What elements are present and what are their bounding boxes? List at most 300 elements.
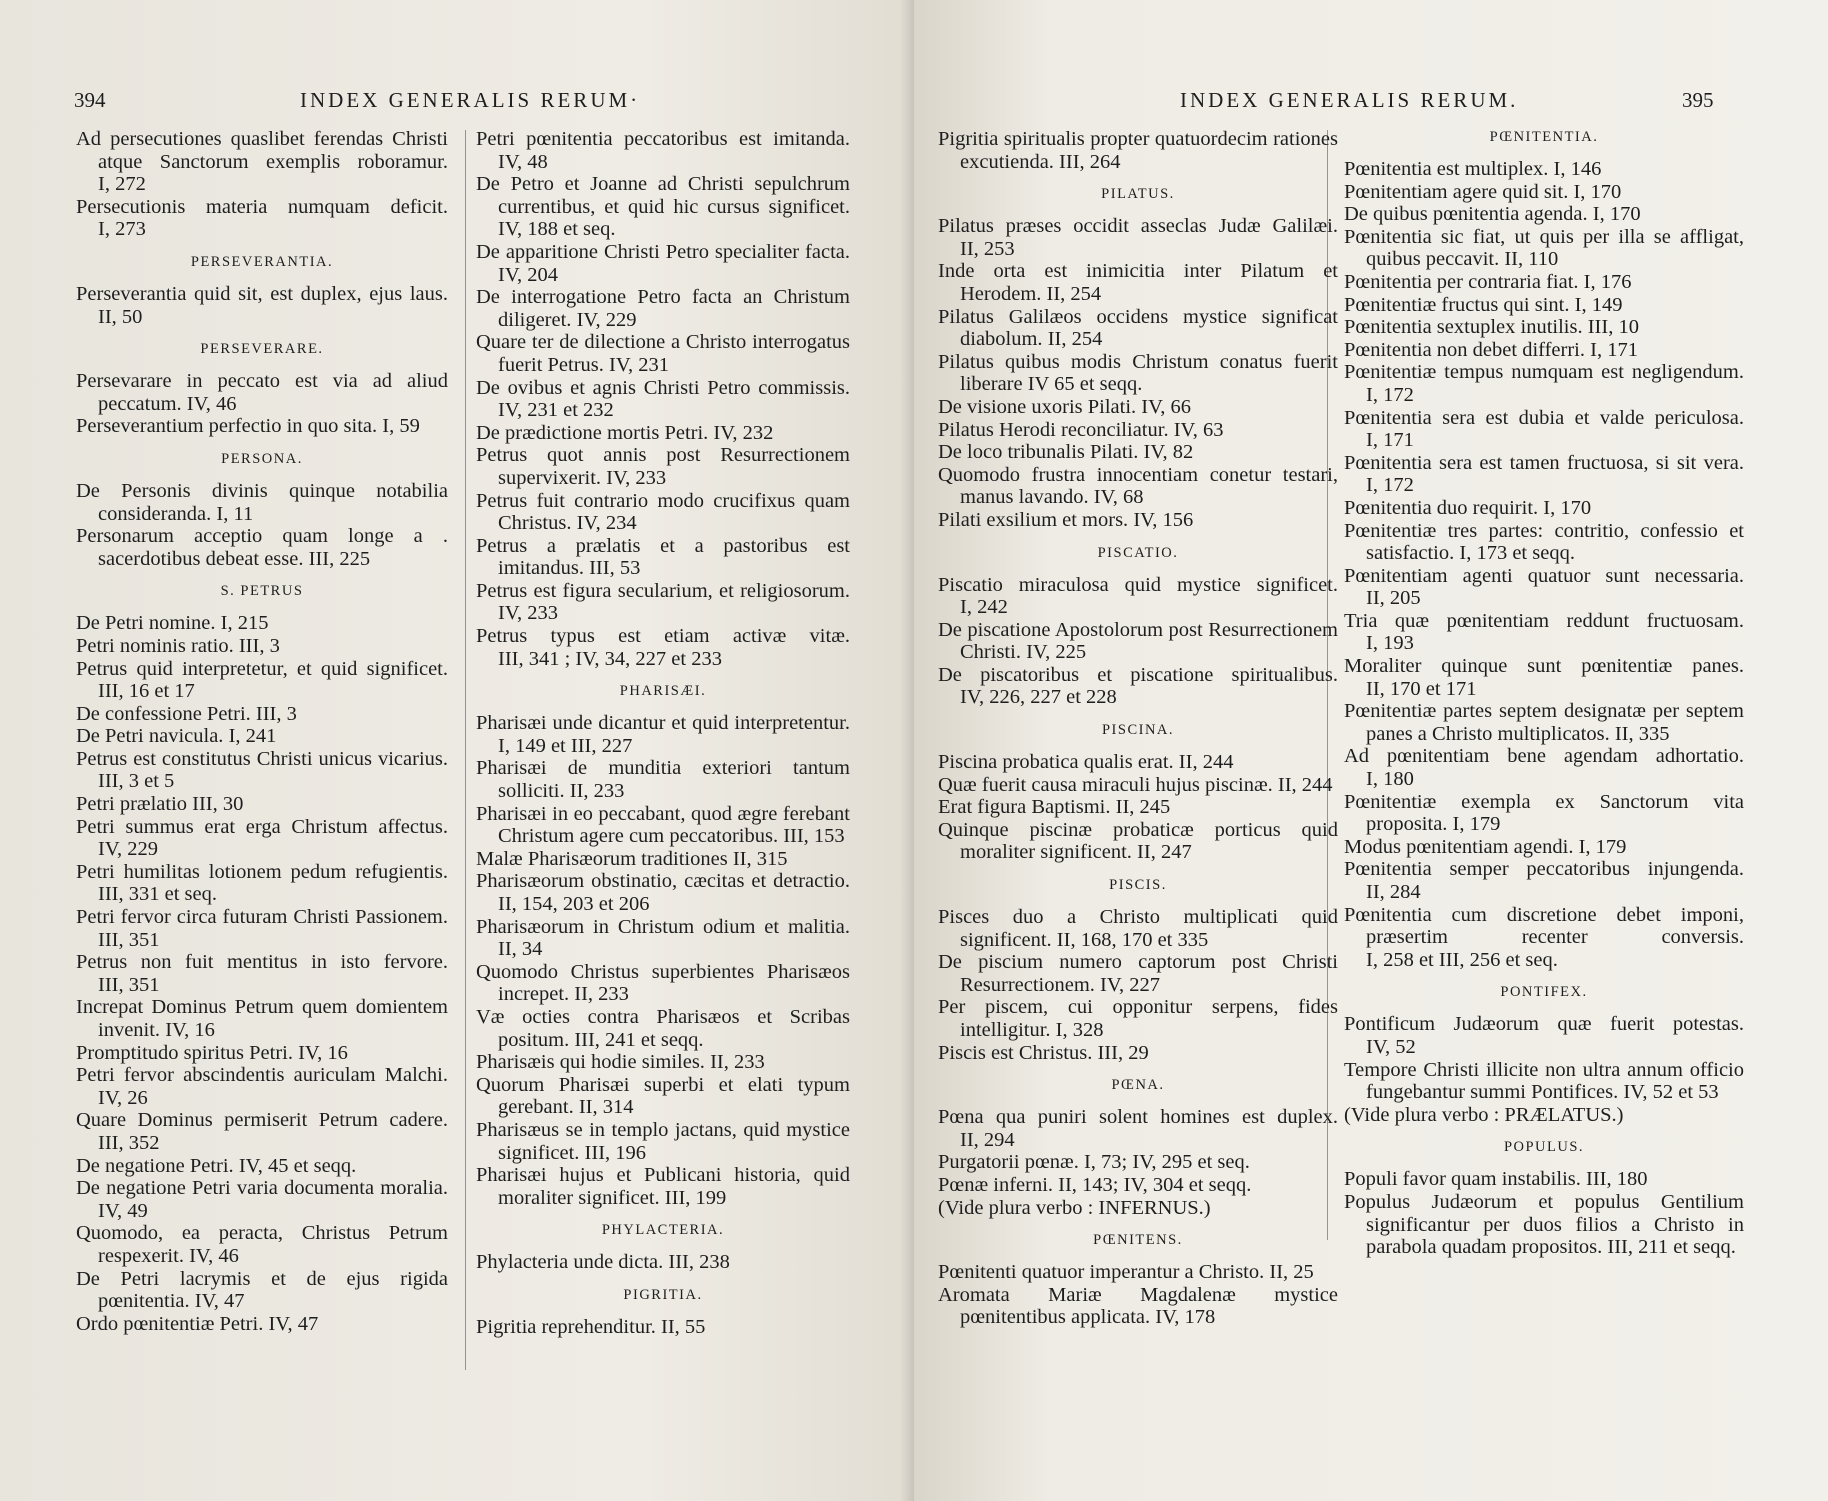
entry-text: Pœnitentia semper peccatoribus injungenda. — [1344, 858, 1744, 881]
index-heading: PIGRITIA. — [623, 1286, 703, 1303]
index-entry — [938, 619, 1338, 664]
entry-reference: I, 176 — [1583, 270, 1632, 293]
entry-reference: II, 254 — [1046, 282, 1102, 305]
entry-reference: III, 3 et 5 — [98, 770, 175, 793]
entry-text: De Petri navicula. — [76, 725, 224, 748]
entry-text: (Vide plura verbo : INFERNUS.) — [938, 1196, 1211, 1219]
entry-reference: I, 258 et III, 256 et seq. — [1366, 948, 1558, 971]
entry-reference: I, 11 — [216, 502, 254, 525]
index-entry — [76, 1313, 448, 1336]
entry-text: Pilati exsilium et mors. — [938, 508, 1129, 531]
index-heading: PERSONA. — [221, 450, 303, 467]
entry-reference: IV, 229 — [98, 838, 158, 861]
entry-text: Pilatus præses occidit asseclas Judæ Galilæi. — [938, 215, 1338, 238]
entry-reference: II, 205 — [1366, 587, 1421, 610]
entry-reference: III, 180 — [1586, 1168, 1648, 1191]
entry-text: Pœnitentia est multiplex. — [1344, 158, 1549, 180]
entry-text: Promptitudo spiritus Petri. — [76, 1041, 293, 1064]
entry-reference: IV, 231 — [609, 353, 670, 376]
entry-reference: I, 241 — [228, 725, 277, 748]
index-entry — [76, 1155, 448, 1178]
index-heading: PONTIFEX. — [1500, 984, 1588, 1001]
index-entry — [76, 480, 448, 525]
entry-text: De apparitione Christi Petro specialiter facta. — [476, 240, 850, 263]
entry-text: Quomodo, ea peracta, Christus Petrum respexerit. — [76, 1222, 448, 1267]
index-entry — [938, 306, 1338, 351]
entry-text: Pharisæorum in Christum odium et malitia. — [476, 915, 850, 938]
index-entry — [1344, 294, 1744, 317]
index-entry — [476, 1119, 850, 1164]
entry-reference: I, 170 — [1543, 496, 1592, 519]
index-heading: PŒNITENS. — [1093, 1232, 1183, 1249]
entry-text: Petrus quid interpretetur, et quid significet. — [76, 657, 448, 680]
entry-text: De Personis divinis quinque notabilia consideranda. — [76, 479, 448, 525]
entry-reference: IV 65 et seqq. — [1027, 373, 1143, 396]
entry-text: Pigritia reprehenditur. — [476, 1315, 656, 1338]
entry-reference: I, 146 — [1553, 158, 1602, 180]
entry-text: Pilatus quibus modis Christum conatus fuerit liberare — [938, 350, 1338, 396]
index-entry — [1344, 520, 1744, 565]
entry-text: De loco tribunalis Pilati. — [938, 441, 1139, 464]
entry-text: Pœnitentia sic fiat, ut quis per illa se affligat, quibus peccavit. — [1344, 225, 1744, 271]
index-entry — [76, 725, 448, 748]
entry-text: Aromata Mariæ Magdalenæ mystice pœnitentibus applicata. — [938, 1283, 1338, 1329]
entry-reference: II, 294 — [960, 1128, 1015, 1151]
index-entry — [1344, 700, 1744, 745]
column-divider — [465, 130, 466, 1370]
entry-reference: IV, 68 — [1093, 486, 1144, 509]
entry-text: Pharisæorum obstinatio, cæcitas et detractio. — [476, 870, 850, 893]
entry-reference: I, 173 et seqq. — [1459, 542, 1575, 565]
index-entry — [76, 1064, 448, 1109]
index-entry — [938, 464, 1338, 509]
index-entry — [476, 1316, 850, 1339]
index-entry — [1344, 203, 1744, 226]
entry-reference: I, 73; IV, 295 et seq. — [1083, 1151, 1250, 1174]
entry-reference: I, 179 — [1452, 813, 1501, 836]
entry-text: Modus pœnitentiam agendi. — [1344, 835, 1574, 858]
index-entry — [76, 196, 448, 241]
entry-text: Petri fervor abscindentis auriculam Malchi. — [76, 1064, 448, 1087]
index-entry — [1344, 181, 1744, 204]
index-entry — [1344, 1104, 1744, 1127]
entry-text: Petrus typus est etiam activæ vitæ. — [476, 625, 850, 648]
entry-text: Pœnitenti quatuor imperantur a Christo. — [938, 1261, 1265, 1284]
entry-reference: II, 254 — [1047, 328, 1103, 351]
index-entry — [76, 525, 448, 570]
entry-reference: III, 196 — [584, 1141, 647, 1164]
entry-reference: I, 242 — [960, 596, 1008, 619]
entry-reference: I, 59 — [382, 415, 420, 438]
entry-reference: I, 172 — [1366, 474, 1414, 497]
index-entry — [476, 757, 850, 802]
entry-reference: II, 315 — [732, 847, 788, 870]
entry-reference: I, 193 — [1366, 632, 1414, 655]
entry-text: Pœnitentia cum discretione debet imponi, præsertim recenter conversis. — [1344, 903, 1744, 949]
entry-text: Væ octies contra Pharisæos et Scribas positum. — [476, 1005, 850, 1051]
entry-reference: III, 29 — [1097, 1041, 1149, 1064]
index-entry — [1344, 1191, 1744, 1259]
entry-text: Malæ Pharisæorum traditiones — [476, 847, 728, 870]
entry-reference: III, 238 — [668, 1251, 730, 1274]
entry-text: Pœnitentiæ exempla ex Sanctorum vita proposita. — [1344, 790, 1744, 836]
index-heading: PHARISÆI. — [619, 683, 707, 700]
index-entry — [938, 419, 1338, 442]
index-entry — [938, 996, 1338, 1041]
index-entry — [938, 260, 1338, 305]
index-entry — [476, 1164, 850, 1209]
entry-reference: IV, 234 — [576, 512, 637, 535]
entry-text: Ad pœnitentiam bene agendam adhortatio. — [1344, 745, 1744, 768]
index-entry — [476, 128, 850, 173]
index-entry — [476, 1006, 850, 1051]
index-entry — [1344, 339, 1744, 362]
entry-text: De visione uxoris Pilati. — [938, 395, 1137, 418]
entry-text: Pontificum Judæorum quæ fuerit potestas. — [1344, 1013, 1744, 1036]
page-number: 395 — [1682, 88, 1714, 112]
entry-reference: III, 53 — [589, 557, 641, 580]
entry-text: Moraliter quinque sunt pœnitentiæ panes. — [1344, 655, 1744, 678]
index-heading: PISCIS. — [1109, 877, 1167, 894]
entry-text: Persecutionis materia numquam deficit. — [76, 195, 448, 218]
entry-reference: IV, 16 — [298, 1041, 348, 1064]
entry-reference: III, 10 — [1587, 316, 1639, 339]
index-entry — [938, 128, 1338, 173]
index-entry — [1344, 226, 1744, 271]
index-entry — [1344, 271, 1744, 294]
entry-reference: II, 170 et 171 — [1366, 677, 1477, 700]
entry-reference: IV, 204 — [498, 263, 558, 286]
entry-reference: II, 154, 203 et 206 — [498, 893, 650, 915]
entry-reference: IV, 47 — [268, 1312, 319, 1335]
entry-reference: II, 233 — [710, 1051, 765, 1074]
entry-text: Erat figura Baptismi. — [938, 796, 1111, 819]
entry-reference: IV, 229 — [576, 308, 637, 331]
index-entry — [476, 1051, 850, 1074]
entry-reference: IV, 233 — [606, 466, 667, 489]
index-entry — [1344, 858, 1744, 903]
index-entry — [938, 819, 1338, 864]
index-entry — [476, 625, 850, 670]
index-entry — [938, 1151, 1338, 1174]
entry-text: Pharisæis qui hodie similes. — [476, 1051, 705, 1074]
index-heading: PERSEVERANTIA. — [190, 253, 334, 270]
entry-text: Pœnitentiam agere quid sit. — [1344, 180, 1569, 203]
entry-text: Purgatorii pœnæ. — [938, 1151, 1079, 1174]
entry-text: Pilatus Galilæos occidens mystice significat diabolum. — [938, 305, 1338, 351]
entry-reference: IV, 16 — [165, 1019, 215, 1041]
index-entry — [76, 996, 448, 1041]
entry-reference: III, 264 — [1059, 150, 1121, 173]
index-entry — [1344, 158, 1744, 181]
index-entry — [938, 396, 1338, 419]
entry-text: De Petro et Joanne ad Christi sepulchrum currentibus, et quid hic cursus significet. — [476, 173, 850, 218]
index-entry — [938, 509, 1338, 532]
index-entry — [76, 793, 448, 816]
index-entry — [76, 1109, 448, 1154]
index-entry — [76, 906, 448, 951]
index-entry — [476, 444, 850, 489]
index-entry — [938, 351, 1338, 396]
index-entry — [476, 803, 850, 848]
index-entry — [476, 331, 850, 376]
index-heading: S. PETRUS — [220, 583, 304, 600]
entry-reference: II, 284 — [1366, 881, 1421, 903]
entry-text: Tempore Christi illicite non ultra annum officio fungebantur summi Pontifices. — [1344, 1058, 1744, 1104]
index-entry — [1344, 565, 1744, 610]
index-column-2 — [476, 128, 850, 1339]
index-heading: PILATUS. — [1101, 186, 1175, 203]
entry-text: Petri prælatio — [76, 793, 188, 816]
entry-text: De Petri nomine. — [76, 612, 216, 635]
index-entry — [938, 574, 1338, 619]
entry-text: De negatione Petri varia documenta moralia. — [76, 1177, 448, 1200]
entry-text: Quare ter de dilectione a Christo interrogatus fuerit Petrus. — [476, 331, 850, 376]
index-entry — [476, 535, 850, 580]
entry-reference: III, 30 — [192, 793, 244, 816]
entry-text: Piscina probatica qualis erat. — [938, 751, 1174, 774]
index-entry — [938, 1261, 1338, 1284]
entry-reference: III, 352 — [98, 1131, 160, 1154]
index-entry — [938, 1042, 1338, 1065]
entry-text: Perseverantium perfectio in quo sita. — [76, 415, 378, 438]
index-entry — [76, 748, 448, 793]
entry-text: Ordo pœnitentiæ Petri. — [76, 1312, 264, 1335]
entry-reference: II, 314 — [578, 1096, 634, 1119]
index-entry — [938, 906, 1338, 951]
entry-reference: II, 143; IV, 304 et seqq. — [1058, 1173, 1252, 1196]
index-entry — [476, 1251, 850, 1274]
entry-text: Piscis est Christus. — [938, 1041, 1093, 1064]
index-column-1 — [938, 128, 1338, 1329]
entry-text: Petrus fuit contrario modo crucifixus quam Christus. — [476, 489, 850, 535]
index-column-1 — [76, 128, 448, 1335]
page-number: 394 — [74, 88, 106, 112]
entry-text: Petri fervor circa futuram Christi Passionem. — [76, 906, 448, 929]
index-entry — [1344, 610, 1744, 655]
index-heading: PŒNA. — [1111, 1077, 1165, 1094]
index-entry — [1344, 407, 1744, 452]
entry-text: De ovibus et agnis Christi Petro commissis. — [476, 376, 850, 399]
index-entry — [76, 128, 448, 196]
entry-text: Quomodo Christus superbientes Pharisæos increpet. — [476, 960, 850, 1006]
index-entry — [938, 1106, 1338, 1151]
entry-reference: IV, 233 — [498, 602, 558, 625]
entry-reference: IV, 231 et 232 — [498, 399, 614, 422]
entry-text: Pigritia spiritualis propter quatuordecim rationes excutienda. — [938, 128, 1338, 173]
entry-text: Tria quæ pœnitentiam reddunt fructuosam. — [1344, 609, 1744, 632]
index-entry — [938, 664, 1338, 709]
index-entry — [1344, 1168, 1744, 1191]
index-entry — [938, 951, 1338, 996]
index-entry — [476, 241, 850, 286]
entry-reference: I, 149 — [1574, 293, 1623, 316]
entry-text: Petrus est figura secularium, et religiosorum. — [476, 579, 850, 602]
entry-text: Increpat Dominus Petrum quem domientem invenit. — [76, 996, 448, 1041]
entry-text: Pilatus Herodi reconciliatur. — [938, 418, 1169, 441]
entry-text: Pisces duo a Christo multiplicati quid significent. — [938, 906, 1338, 951]
entry-reference: III, 3 — [255, 702, 297, 725]
index-entry — [76, 370, 448, 415]
entry-reference: III, 351 — [98, 973, 160, 996]
entry-text: De negatione Petri. — [76, 1154, 234, 1177]
entry-reference: III, 225 — [308, 547, 371, 570]
entry-text: Quomodo frustra innocentiam conetur testari, manus lavando. — [938, 463, 1338, 509]
entry-reference: IV, 46 — [186, 392, 237, 415]
index-entry — [76, 612, 448, 635]
index-entry — [476, 173, 850, 241]
entry-text: De piscium numero captorum post Christi Resurrectionem. — [938, 951, 1338, 996]
entry-text: Petri summus erat erga Christum affectus. — [76, 815, 448, 838]
index-entry — [476, 712, 850, 757]
index-entry — [1344, 745, 1744, 790]
entry-reference: III, 331 et seq. — [98, 883, 217, 906]
index-entry — [76, 861, 448, 906]
running-head: INDEX GENERALIS RERUM. — [1180, 88, 1519, 112]
entry-text: Ad persecutiones quaslibet ferendas Christi atque Sanctorum exemplis roboramur. — [76, 128, 448, 173]
entry-reference: I, 171 — [1366, 429, 1414, 452]
index-entry — [938, 1284, 1338, 1329]
entry-text: Pœnitentiæ tres partes: contritio, confessio et satisfactio. — [1344, 519, 1744, 565]
entry-reference: I, 149 et III, 227 — [498, 734, 633, 757]
entry-reference: IV, 226, 227 et 228 — [960, 686, 1117, 709]
entry-reference: II, 244 — [1178, 751, 1234, 774]
index-entry — [476, 580, 850, 625]
entry-reference: II, 110 — [1504, 248, 1559, 271]
entry-text: Pœnitentiæ tempus numquam est negligendum. — [1344, 361, 1744, 384]
entry-text: Pœnitentia sextuplex inutilis. — [1344, 316, 1583, 339]
entry-text: Pharisæus se in templo jactans, quid mystice significet. — [476, 1118, 850, 1164]
index-entry — [1344, 904, 1744, 972]
index-entry — [76, 283, 448, 328]
index-entry — [938, 441, 1338, 464]
index-heading: POPULUS. — [1503, 1139, 1585, 1156]
index-entry — [76, 1177, 448, 1222]
index-entry — [476, 286, 850, 331]
entry-reference: I, 180 — [1366, 768, 1414, 791]
index-entry — [76, 816, 448, 861]
index-entry — [1344, 316, 1744, 339]
entry-reference: III, 153 — [783, 825, 845, 848]
entry-reference: II, 253 — [960, 237, 1015, 260]
entry-reference: I, 179 — [1578, 835, 1627, 858]
entry-reference: IV, 46 — [189, 1244, 239, 1267]
entry-text: Inde orta est inimicitia inter Pilatum et Herodem. — [938, 260, 1338, 305]
entry-text: Populi favor quam instabilis. — [1344, 1168, 1581, 1191]
entry-reference: IV, 63 — [1173, 418, 1224, 441]
entry-reference: IV, 178 — [1155, 1306, 1216, 1329]
index-entry — [1344, 1059, 1744, 1104]
right-page — [914, 0, 1828, 1501]
entry-text: Pœnitentia non debet differri. — [1344, 338, 1586, 361]
entry-reference: IV, 227 — [1100, 973, 1161, 996]
index-entry — [1344, 836, 1744, 859]
entry-reference: IV, 48 — [498, 150, 548, 173]
entry-reference: I, 215 — [220, 612, 269, 635]
entry-reference: I, 170 — [1592, 203, 1641, 226]
index-entry — [476, 490, 850, 535]
entry-text: De confessione Petri. — [76, 702, 251, 725]
entry-reference: IV, 66 — [1141, 395, 1192, 418]
entry-reference: II, 244 — [1277, 773, 1333, 796]
entry-text: Petri humilitas lotionem pedum refugientis. — [76, 860, 448, 883]
entry-text: Petrus est constitutus Christi unicus vicarius. — [76, 747, 448, 770]
entry-text: Pharisæi de munditia exteriori tantum solliciti. — [476, 757, 850, 803]
index-entry — [938, 215, 1338, 260]
entry-text: De quibus pœnitentia agenda. — [1344, 203, 1588, 226]
entry-text: Petri pœnitentia peccatoribus est imitanda. — [476, 128, 850, 150]
index-entry — [76, 951, 448, 996]
index-heading: PŒNITENTIA. — [1489, 129, 1599, 145]
entry-text: Quinque piscinæ probaticæ porticus quid moraliter significent. — [938, 818, 1338, 864]
entry-reference: IV, 232 — [713, 421, 774, 444]
entry-reference: III, 3 — [238, 634, 280, 657]
index-entry — [76, 1222, 448, 1267]
index-entry — [476, 377, 850, 422]
entry-text: Petri nominis ratio. — [76, 634, 234, 657]
index-heading: PISCINA. — [1101, 722, 1175, 739]
index-entry — [1344, 452, 1744, 497]
entry-reference: IV, 47 — [194, 1290, 245, 1313]
entry-text: De piscatoribus et piscatione spiritualibus. — [938, 663, 1338, 686]
entry-text: Pharisæi in eo peccabant, quod ægre ferebant Christum agere cum peccatoribus. — [476, 802, 850, 848]
index-entry — [938, 1174, 1338, 1197]
entry-reference: II, 168, 170 et 335 — [1056, 928, 1209, 951]
entry-text: Pœnitentia duo requirit. — [1344, 496, 1539, 519]
entry-text: Pœnitentia sera est dubia et valde periculosa. — [1344, 406, 1744, 429]
entry-text: Persevarare in peccato est via ad aliud peccatum. — [76, 370, 448, 415]
index-entry — [1344, 497, 1744, 520]
entry-reference: I, 328 — [1055, 1019, 1104, 1041]
entry-text: Petrus quot annis post Resurrectionem supervixerit. — [476, 444, 850, 489]
running-head: INDEX GENERALIS RERUM· — [300, 88, 641, 112]
entry-reference: III, 341 ; IV, 34, 227 et 233 — [498, 647, 722, 670]
index-entry — [1344, 1013, 1744, 1058]
entry-reference: III, 16 et 17 — [98, 680, 195, 703]
entry-text: Perseverantia quid sit, est duplex, ejus laus. — [76, 282, 448, 305]
index-heading: PERSEVERARE. — [200, 341, 324, 358]
index-entry — [938, 774, 1338, 797]
index-entry — [1344, 791, 1744, 836]
index-entry — [938, 796, 1338, 819]
entry-text: Quare Dominus permiserit Petrum cadere. — [76, 1109, 448, 1132]
entry-text: Pharisæi unde dicantur et quid interpretentur. — [476, 712, 850, 735]
entry-reference: IV, 82 — [1143, 441, 1194, 464]
entry-text: Personarum acceptio quam longe a . sacerdotibus debeat esse. — [76, 525, 448, 570]
index-entry — [76, 1268, 448, 1313]
entry-text: De piscatione Apostolorum post Resurrectionem Christi. — [938, 618, 1338, 664]
entry-reference: II, 233 — [569, 780, 625, 803]
index-entry — [76, 658, 448, 703]
entry-text: Petrus non fuit mentitus in isto fervore. — [76, 951, 448, 974]
entry-reference: II, 50 — [98, 305, 143, 328]
entry-text: De interrogatione Petro facta an Christum diligeret. — [476, 286, 850, 331]
entry-text: Pœnæ inferni. — [938, 1173, 1054, 1196]
entry-text: Pœna qua puniri solent homines est duplex. — [938, 1106, 1338, 1129]
entry-reference: III, 241 et seqq. — [574, 1028, 704, 1051]
entry-text: Per piscem, cui opponitur serpens, fides intelligitur. — [938, 996, 1338, 1041]
index-entry — [476, 1074, 850, 1119]
index-entry — [76, 415, 448, 438]
entry-reference: IV, 45 et seqq. — [238, 1154, 357, 1177]
entry-reference: II, 335 — [1614, 722, 1670, 745]
entry-text: Pœnitentia per contraria fiat. — [1344, 270, 1579, 293]
entry-reference: IV, 52 — [1366, 1035, 1416, 1058]
entry-reference: IV, 49 — [98, 1199, 148, 1222]
entry-reference: IV, 26 — [98, 1086, 148, 1109]
index-entry — [476, 870, 850, 915]
index-heading: PHYLACTERIA. — [601, 1222, 725, 1239]
